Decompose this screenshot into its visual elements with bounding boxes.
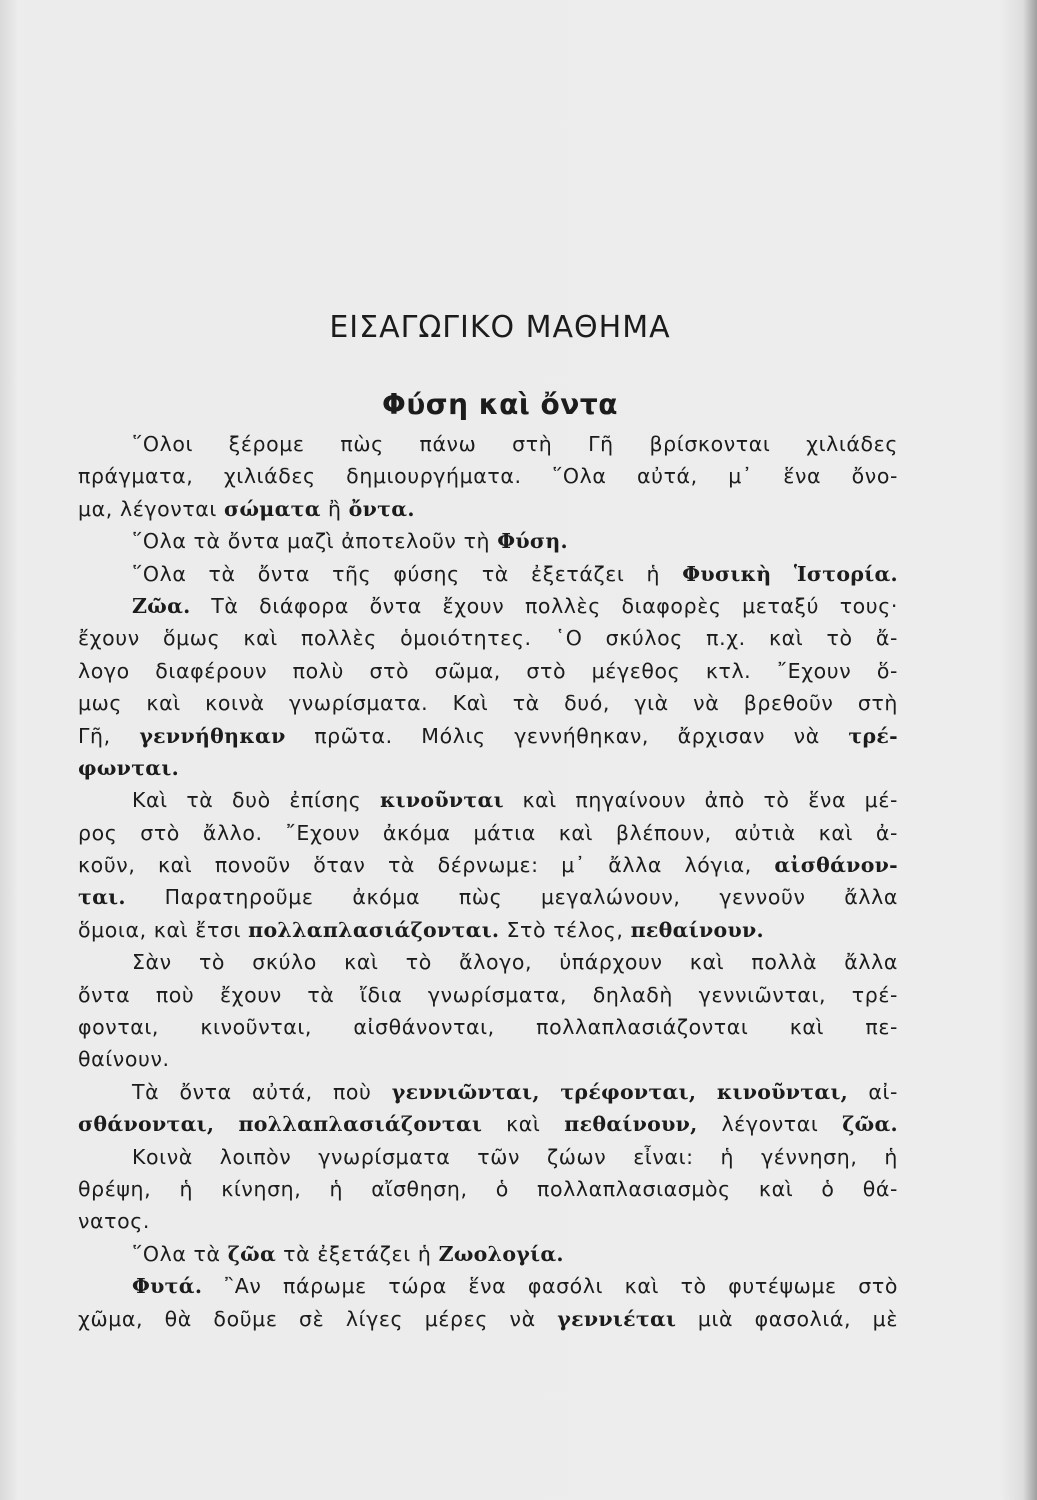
text-segment: Τὰ ὄντα αὐτά, ποὺ [132, 1079, 392, 1104]
text-line [78, 817, 898, 849]
text-segment: θαίνουν. [78, 1047, 170, 1072]
text-line [78, 1043, 898, 1075]
text-segment: αἰ- [848, 1079, 898, 1104]
section-title: Φύση καὶ ὄντα [382, 388, 618, 422]
text-line [78, 979, 898, 1011]
bold-term: σώματα [224, 496, 321, 521]
text-segment: ρος στὸ ἄλλο. ῎Εχουν ἀκόμα μάτια καὶ βλέπουν, αὐτιὰ καὶ ἀ- [78, 820, 898, 845]
text-segment: λογο διαφέρουν πολὺ στὸ σῶμα, στὸ μέγεθος κτλ. ῎Εχουν ὅ- [78, 658, 898, 683]
text-segment: μως καὶ κοινὰ γνωρίσματα. Καὶ τὰ δυό, γιὰ νὰ βρεθοῦν στὴ [78, 691, 898, 716]
bold-term: γεννήθηκαν [139, 723, 286, 748]
page-edge-shadow [1023, 0, 1037, 1500]
text-line [78, 525, 898, 557]
text-segment: πρῶτα. Μόλις γεννήθηκαν, ἄρχισαν νὰ [285, 723, 849, 748]
text-line [78, 946, 898, 978]
bold-term: Ζωολογία. [438, 1241, 564, 1266]
text-line [78, 1108, 898, 1140]
text-line [78, 881, 898, 913]
text-segment: θρέψη, ἡ κίνηση, ἡ αἴσθηση, ὁ πολλαπλασιασμὸς καὶ ὁ θά- [78, 1176, 898, 1201]
text-segment: ἢ [320, 496, 349, 521]
text-line [78, 493, 898, 525]
text-segment: Τὰ διάφορα ὄντα ἔχουν πολλὲς διαφορὲς μεταξύ τους· [190, 593, 898, 618]
bold-term: ζῶα [227, 1241, 277, 1266]
bold-term: γεννιέται [557, 1306, 677, 1331]
text-segment: λέγονται [697, 1112, 843, 1137]
text-segment: ῞Ολοι ξέρομε πὼς πάνω στὴ Γῆ βρίσκονται χιλιάδες [132, 432, 898, 456]
bold-term: Φύση. [497, 529, 568, 554]
text-line [78, 1303, 898, 1335]
text-segment: ὄντα ποὺ ἔχουν τὰ ἴδια γνωρίσματα, δηλαδὴ γεννιῶνται, τρέ- [78, 982, 898, 1007]
chapter-title: ΕΙΣΑΓΩΓΙΚΟ ΜΑΘΗΜΑ [329, 310, 671, 346]
text-segment: πράγματα, χιλιάδες δημιουργήματα. ῞Ολα αὐτά, μ᾿ ἕνα ὄνο- [78, 464, 898, 489]
text-line [78, 1141, 898, 1173]
bold-term: σθάνονται, πολλαπλασιάζονται [78, 1112, 483, 1137]
bold-term: πεθαίνουν, [564, 1112, 698, 1137]
text-line [78, 1205, 898, 1237]
bold-term: αἰσθάνον- [774, 853, 898, 878]
text-segment: ὅμοια, καὶ ἔτσι [78, 917, 249, 942]
text-line [78, 720, 898, 752]
bold-term: τρέ- [848, 723, 898, 748]
text-line [78, 655, 898, 687]
bold-term: ζῶα. [842, 1112, 898, 1137]
text-segment: ῞Ολα τὰ ὄντα μαζὶ ἀποτελοῦν τὴ [132, 529, 498, 554]
text-segment: νατος. [78, 1209, 150, 1234]
text-segment: Καὶ τὰ δυὸ ἐπίσης [132, 788, 380, 813]
bold-term: Ζῶα. [132, 593, 191, 618]
bold-term: φωνται. [78, 755, 180, 780]
text-segment: Παρατηροῦμε ἀκόμα πὼς μεγαλώνουν, γεννοῦν ἄλλα [125, 885, 898, 910]
text-line [78, 784, 898, 816]
text-segment: τὰ ἐξετάζει ἡ [276, 1241, 439, 1266]
text-segment: ῍Αν πάρωμε τώρα ἕνα φασόλι καὶ τὸ φυτέψωμε στὸ [202, 1274, 898, 1299]
bold-term: πεθαίνουν. [630, 917, 764, 942]
text-line [78, 622, 898, 654]
text-line [78, 1238, 898, 1270]
text-segment: φονται, κινοῦνται, αἰσθάνονται, πολλαπλασιάζονται καὶ πε- [78, 1015, 898, 1040]
text-segment: μα, λέγονται [78, 496, 225, 521]
text-segment: καὶ [482, 1112, 565, 1137]
text-segment: Σὰν τὸ σκύλο καὶ τὸ ἄλογο, ὑπάρχουν καὶ πολλὰ ἄλλα [132, 950, 898, 975]
text-segment: Κοινὰ λοιπὸν γνωρίσματα τῶν ζώων εἶναι: ἡ γέννηση, ἡ [132, 1144, 898, 1169]
text-line [78, 1270, 898, 1302]
text-line [78, 428, 898, 460]
bold-term: ὄντα. [348, 496, 415, 521]
text-line [78, 590, 898, 622]
bold-term: Φυσικὴ Ἱστορία. [682, 561, 898, 586]
text-line [78, 687, 898, 719]
bold-term: πολλαπλασιάζονται. [248, 917, 500, 942]
text-line [78, 914, 898, 946]
text-line [78, 1173, 898, 1205]
text-segment: καὶ πηγαίνουν ἀπὸ τὸ ἕνα μέ- [503, 788, 899, 813]
text-segment: χῶμα, θὰ δοῦμε σὲ λίγες μέρες νὰ [78, 1306, 558, 1331]
text-line [78, 752, 898, 784]
text-line [78, 1011, 898, 1043]
bold-term: κινοῦνται [380, 788, 504, 813]
text-segment: μιὰ φασολιά, μὲ [676, 1306, 898, 1331]
body-text [78, 428, 898, 1335]
text-segment: ῞Ολα τὰ [132, 1241, 228, 1266]
text-line [78, 849, 898, 881]
text-line [78, 1076, 898, 1108]
bold-term: Φυτά. [132, 1274, 203, 1299]
text-segment: Γῆ, [78, 723, 140, 748]
text-segment: ἔχουν ὅμως καὶ πολλὲς ὁμοιότητες. ῾Ο σκύλος π.χ. καὶ τὸ ἄ- [78, 626, 898, 651]
text-segment: Στὸ τέλος, [499, 917, 631, 942]
text-segment: κοῦν, καὶ πονοῦν ὅταν τὰ δέρνωμε: μ᾿ ἄλλα λόγια, [78, 853, 775, 878]
bold-term: γεννιῶνται, τρέφονται, κινοῦνται, [391, 1079, 849, 1104]
text-line [78, 460, 898, 492]
text-line [78, 558, 898, 590]
bold-term: ται. [78, 885, 126, 910]
text-segment: ῞Ολα τὰ ὄντα τῆς φύσης τὰ ἐξετάζει ἡ [132, 561, 683, 586]
